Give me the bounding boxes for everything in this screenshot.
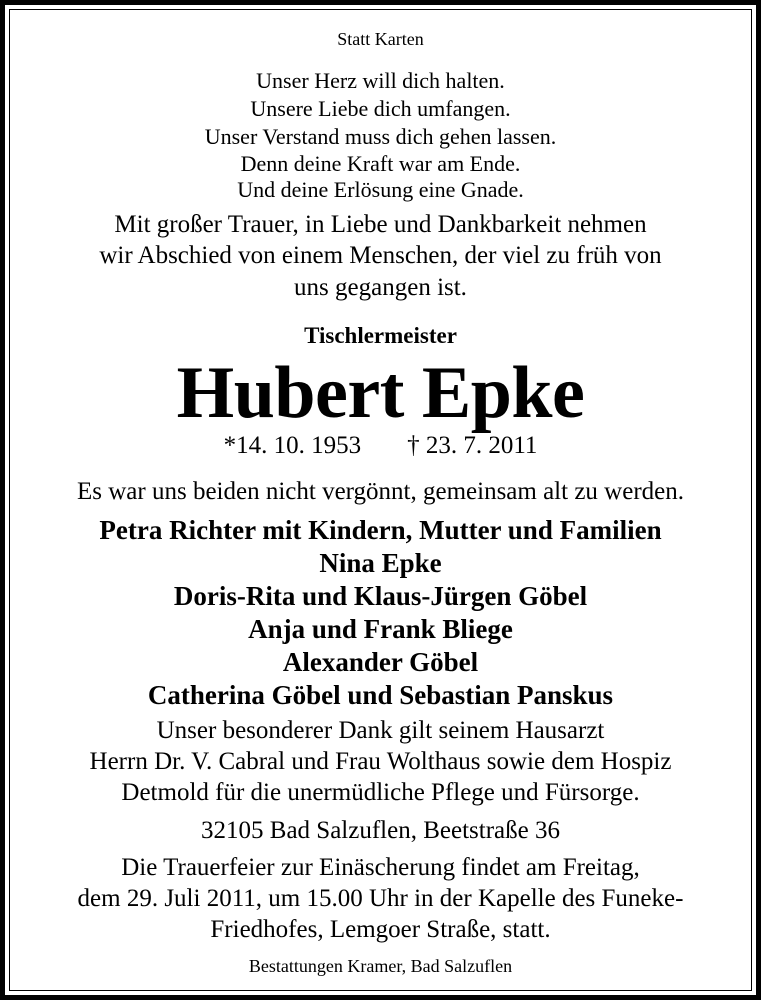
poem-line: Unsere Liebe dich umfangen.: [250, 96, 511, 121]
thanks-line: Unser besonderer Dank gilt seinem Hausarzt: [156, 717, 605, 744]
funeral-line: Friedhofes, Lemgoer Straße, statt.: [210, 916, 551, 943]
mourner-line: Petra Richter mit Kindern, Mutter und Familien: [99, 515, 662, 545]
intro-line: Mit großer Trauer, in Liebe und Dankbarkeit nehmen: [114, 211, 647, 238]
mourner-line: Catherina Göbel und Sebastian Panskus: [147, 680, 614, 710]
poem-line: Unser Herz will dich halten.: [256, 68, 505, 93]
intro-line: wir Abschied von einem Menschen, der viel zu früh von: [99, 242, 662, 269]
death-date: † 23. 7. 2011: [407, 432, 538, 459]
header-text: Statt Karten: [337, 29, 424, 49]
intro-line: uns gegangen ist.: [294, 274, 467, 301]
mourner-line: Anja und Frank Bliege: [248, 614, 513, 644]
poem-line: Und deine Erlösung eine Gnade.: [237, 177, 524, 202]
mourner-line: Nina Epke: [319, 548, 442, 578]
mourner-line: Doris-Rita und Klaus-Jürgen Göbel: [173, 581, 588, 611]
deceased-name: Hubert Epke: [176, 352, 585, 434]
poem-line: Denn deine Kraft war am Ende.: [240, 151, 521, 176]
funeral-line: dem 29. Juli 2011, um 15.00 Uhr in der Kapelle des Funeke-: [77, 885, 684, 912]
mourner-line: Alexander Göbel: [282, 647, 479, 677]
funeral-line: Die Trauerfeier zur Einäscherung findet am Freitag,: [121, 854, 640, 881]
thanks-line: Detmold für die unermüdliche Pflege und Fürsorge.: [121, 779, 640, 806]
address-line: 32105 Bad Salzuflen, Beetstraße 36: [201, 817, 560, 844]
undertaker-line: Bestattungen Kramer, Bad Salzuflen: [248, 956, 513, 976]
birth-date: *14. 10. 1953: [223, 432, 362, 459]
closing-line: Es war uns beiden nicht vergönnt, gemeinsam alt zu werden.: [76, 478, 684, 505]
life-dates: [0, 433, 761, 458]
thanks-line: Herrn Dr. V. Cabral und Frau Wolthaus sowie dem Hospiz: [89, 748, 672, 775]
deceased-title: Tischlermeister: [304, 323, 457, 348]
poem-line: Unser Verstand muss dich gehen lassen.: [204, 124, 557, 149]
